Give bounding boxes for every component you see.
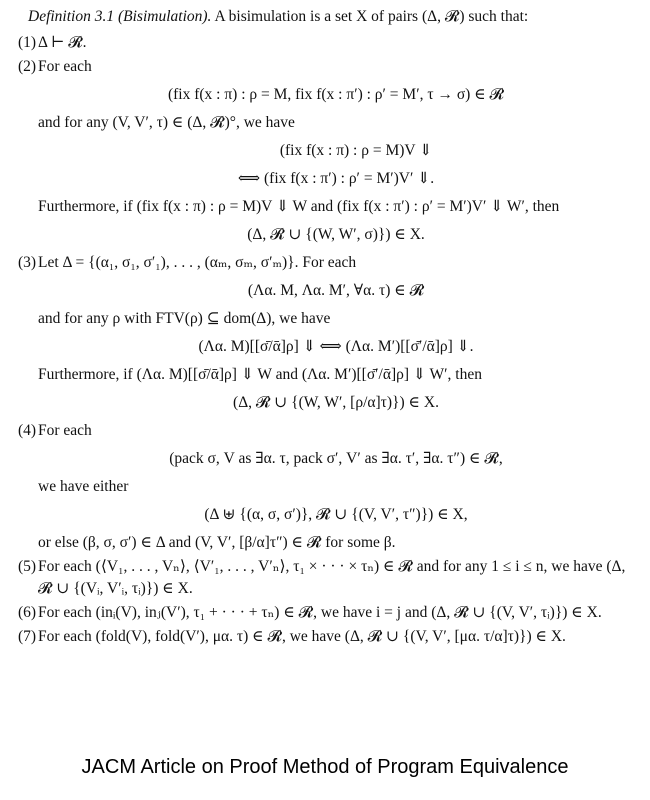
display-formula: (Λα. M, Λα. M′, ∀α. τ) ∈ 𝓡	[247, 282, 425, 299]
item-7	[18, 626, 634, 648]
definition-heading	[18, 6, 634, 28]
item-text: or else (β, σ, σ′) ∈ Δ and (V, V′, [β/α]τ″) ∈ 𝓡 for some β.	[38, 534, 396, 551]
display-formula: (Δ ⊎ {(α, σ, σ′)}, 𝓡 ∪ {(V, V′, τ″)}) ∈ X,	[204, 506, 468, 523]
display-formula: (pack σ, V as ∃α. τ, pack σ′, V′ as ∃α. τ′, ∃α. τ″) ∈ 𝓡,	[169, 450, 503, 467]
item-3	[18, 252, 634, 414]
item-lead: For each	[38, 58, 92, 75]
item-number: (6)	[18, 604, 37, 621]
item-6	[18, 602, 634, 624]
caption: JACM Article on Proof Method of Program Equivalence	[81, 756, 569, 778]
item-text: and for any (V, V′, τ) ∈ (Δ, 𝓡)°, we have	[38, 114, 295, 131]
display-formula: ⟺ (fix f(x : π′) : ρ′ = M′)V′ ⇓.	[237, 170, 435, 187]
item-text: we have either	[38, 478, 129, 495]
display-formula: (fix f(x : π) : ρ = M)V ⇓	[279, 142, 433, 159]
item-number: (3)	[18, 254, 37, 271]
definition-block	[18, 6, 634, 650]
display-formula: (Δ, 𝓡 ∪ {(W, W′, [ρ/α]τ)}) ∈ X.	[233, 394, 439, 411]
item-5	[18, 556, 634, 600]
item-number: (5)	[18, 558, 37, 575]
item-text: Δ ⊢ 𝓡.	[38, 34, 87, 51]
definition-text: A bisimulation is a set X of pairs (Δ, 𝓡) such that:	[214, 8, 529, 25]
item-lead: For each	[38, 422, 92, 439]
item-1	[18, 32, 634, 54]
item-number: (7)	[18, 628, 37, 645]
item-lead: Let Δ = {(α₁, σ₁, σ′₁), . . . , (αₘ, σₘ, σ′ₘ)}. For each	[38, 254, 357, 271]
item-2	[18, 56, 634, 246]
display-formula: (Δ, 𝓡 ∪ {(W, W′, σ)}) ∈ X.	[247, 226, 425, 243]
display-formula: (Λα. M)[[σ̄/ᾱ]ρ] ⇓ ⟺ (Λα. M′)[[σ̄′/ᾱ]ρ] ⇓.	[198, 338, 474, 355]
item-text: Furthermore, if (fix f(x : π) : ρ = M)V ⇓ W and (fix f(x : π′) : ρ′ = M′)V′ ⇓ W′, then	[38, 198, 560, 215]
item-text: For each (⟨V₁, . . . , Vₙ⟩, ⟨V′₁, . . . , V′ₙ⟩, τ₁ × · · · × τₙ) ∈ 𝓡 and for any 1 ≤ i ≤ n, we have (Δ, 𝓡 ∪ {(Vᵢ, V′ᵢ, τᵢ)}) ∈ X.	[38, 558, 626, 597]
definition-name: (Bisimulation).	[117, 8, 212, 25]
item-text: For each (inᵢ(V), inⱼ(V′), τ₁ + · · · + τₙ) ∈ 𝓡, we have i = j and (Δ, 𝓡 ∪ {(V, V′, τᵢ)}) ∈ X.	[38, 604, 602, 621]
item-number: (4)	[18, 422, 37, 439]
item-number: (1)	[18, 34, 37, 51]
display-formula: (fix f(x : π) : ρ = M, fix f(x : π′) : ρ′ = M′, τ → σ) ∈ 𝓡	[167, 86, 505, 103]
item-4	[18, 420, 634, 554]
definition-label: Definition 3.1	[28, 8, 115, 25]
item-number: (2)	[18, 58, 37, 75]
item-text: Furthermore, if (Λα. M)[[σ̄/ᾱ]ρ] ⇓ W and (Λα. M′)[[σ̄′/ᾱ]ρ] ⇓ W′, then	[38, 366, 482, 383]
item-text: For each (fold(V), fold(V′), μα. τ) ∈ 𝓡, we have (Δ, 𝓡 ∪ {(V, V′, [μα. τ/α]τ)}) ∈ X.	[38, 628, 566, 645]
item-text: and for any ρ with FTV(ρ) ⊆ dom(Δ), we have	[38, 310, 331, 327]
